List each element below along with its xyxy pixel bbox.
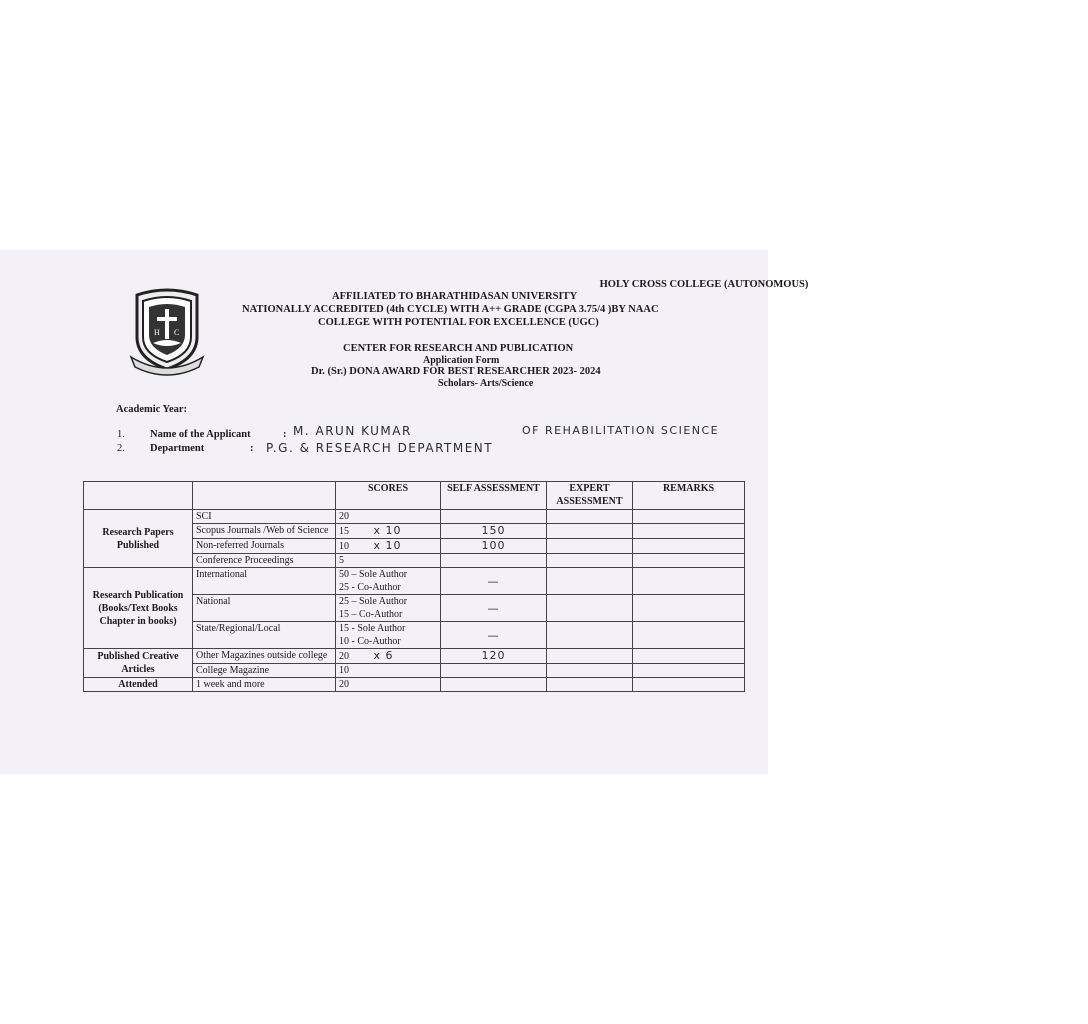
score-co: 15 – Co-Author bbox=[339, 609, 403, 620]
self-assessment-cell[interactable] bbox=[441, 554, 547, 568]
department-colon: : bbox=[250, 443, 254, 454]
college-name: HOLY CROSS COLLEGE (AUTONOMOUS) bbox=[599, 279, 809, 290]
table-header-row bbox=[84, 482, 745, 510]
self-assessment-cell[interactable]: — bbox=[441, 622, 547, 649]
remarks-cell[interactable] bbox=[633, 664, 745, 678]
self-assessment-cell[interactable] bbox=[441, 510, 547, 524]
score-cell bbox=[336, 649, 441, 664]
score-sole: 50 – Sole Author bbox=[339, 569, 408, 580]
academic-year-label: Academic Year: bbox=[116, 404, 188, 415]
svg-text:C: C bbox=[174, 328, 180, 337]
item-cell: SCI bbox=[193, 510, 336, 524]
expert-assessment-cell[interactable] bbox=[547, 622, 633, 649]
item-cell: College Magazine bbox=[193, 664, 336, 678]
multiplier: x 10 bbox=[373, 524, 402, 537]
remarks-cell[interactable] bbox=[633, 622, 745, 649]
table-header-expert: EXPERT ASSESSMENT bbox=[547, 482, 633, 510]
expert-assessment-cell[interactable] bbox=[547, 510, 633, 524]
score-cell bbox=[336, 622, 441, 649]
table-header bbox=[84, 482, 193, 510]
score-cell: 10 bbox=[336, 664, 441, 678]
score-table bbox=[83, 481, 745, 692]
remarks-cell[interactable] bbox=[633, 595, 745, 622]
item-cell: 1 week and more bbox=[193, 678, 336, 692]
category-research-papers: Research Papers Published bbox=[84, 510, 193, 568]
department-value-continued: OF REHABILITATION SCIENCE bbox=[522, 424, 720, 437]
table-row bbox=[84, 678, 745, 692]
score-co: 10 - Co-Author bbox=[339, 636, 401, 647]
score-cell: 20 bbox=[336, 510, 441, 524]
table-row bbox=[84, 649, 745, 664]
expert-assessment-cell[interactable] bbox=[547, 554, 633, 568]
scholars-line: Scholars- Arts/Science bbox=[438, 378, 534, 389]
score-cell bbox=[336, 568, 441, 595]
table-header-remarks: REMARKS bbox=[633, 482, 745, 510]
item-number: 2. bbox=[117, 443, 125, 454]
remarks-cell[interactable] bbox=[633, 568, 745, 595]
table-row bbox=[84, 510, 745, 524]
affiliation: AFFILIATED TO BHARATHIDASAN UNIVERSITY bbox=[332, 291, 578, 302]
item-cell: International bbox=[193, 568, 336, 595]
remarks-cell[interactable] bbox=[633, 524, 745, 539]
expert-assessment-cell[interactable] bbox=[547, 678, 633, 692]
item-cell: Other Magazines outside college bbox=[193, 649, 336, 664]
score-cell: 20 bbox=[336, 678, 441, 692]
center-title: CENTER FOR RESEARCH AND PUBLICATION bbox=[343, 343, 574, 354]
self-assessment-cell[interactable]: 100 bbox=[441, 539, 547, 554]
table-header-self: SELF ASSESSMENT bbox=[441, 482, 547, 510]
score-co: 25 - Co-Author bbox=[339, 582, 401, 593]
potential: COLLEGE WITH POTENTIAL FOR EXCELLENCE (UGC) bbox=[318, 317, 599, 328]
expert-assessment-cell[interactable] bbox=[547, 524, 633, 539]
table-header-scores: SCORES bbox=[336, 482, 441, 510]
department-label: Department bbox=[150, 443, 205, 454]
department-value: P.G. & RESEARCH DEPARTMENT bbox=[266, 441, 494, 455]
form-title: Application Form bbox=[423, 355, 500, 366]
score-cell bbox=[336, 539, 441, 554]
score-value: 15 bbox=[339, 526, 349, 537]
name-colon: : bbox=[283, 429, 287, 440]
table-row bbox=[84, 568, 745, 595]
college-crest-logo bbox=[127, 287, 207, 375]
self-assessment-cell[interactable]: — bbox=[441, 568, 547, 595]
item-cell: Non-referred Journals bbox=[193, 539, 336, 554]
table-header bbox=[193, 482, 336, 510]
self-assessment-cell[interactable]: 150 bbox=[441, 524, 547, 539]
multiplier: x 6 bbox=[373, 649, 394, 662]
self-assessment-cell[interactable] bbox=[441, 678, 547, 692]
score-sole: 25 – Sole Author bbox=[339, 596, 408, 607]
item-cell: Scopus Journals /Web of Science bbox=[193, 524, 336, 539]
expert-assessment-cell[interactable] bbox=[547, 568, 633, 595]
expert-assessment-cell[interactable] bbox=[547, 595, 633, 622]
score-cell: 5 bbox=[336, 554, 441, 568]
score-cell bbox=[336, 595, 441, 622]
self-assessment-cell[interactable]: — bbox=[441, 595, 547, 622]
award-title: Dr. (Sr.) DONA AWARD FOR BEST RESEARCHER 2023- 2024 bbox=[311, 366, 601, 377]
svg-text:H: H bbox=[154, 328, 160, 337]
score-sole: 15 - Sole Author bbox=[339, 623, 406, 634]
expert-assessment-cell[interactable] bbox=[547, 649, 633, 664]
category-creative-articles: Published Creative Articles bbox=[84, 649, 193, 678]
multiplier: x 10 bbox=[373, 539, 402, 552]
item-cell: State/Regional/Local bbox=[193, 622, 336, 649]
item-cell: Conference Proceedings bbox=[193, 554, 336, 568]
item-number: 1. bbox=[117, 429, 125, 440]
name-value: M. ARUN KUMAR bbox=[293, 424, 412, 438]
expert-assessment-cell[interactable] bbox=[547, 539, 633, 554]
expert-assessment-cell[interactable] bbox=[547, 664, 633, 678]
item-cell: National bbox=[193, 595, 336, 622]
self-assessment-cell[interactable]: 120 bbox=[441, 649, 547, 664]
name-label: Name of the Applicant bbox=[150, 429, 251, 440]
self-assessment-cell[interactable] bbox=[441, 664, 547, 678]
category-research-publication: Research Publication (Books/Text Books Chapter in books) bbox=[84, 568, 193, 649]
score-cell bbox=[336, 524, 441, 539]
score-value: 10 bbox=[339, 541, 349, 552]
accreditation: NATIONALLY ACCREDITED (4th CYCLE) WITH A++ GRADE (CGPA 3.75/4 )BY NAAC bbox=[242, 304, 659, 315]
remarks-cell[interactable] bbox=[633, 649, 745, 664]
remarks-cell[interactable] bbox=[633, 510, 745, 524]
score-value: 20 bbox=[339, 651, 349, 662]
remarks-cell[interactable] bbox=[633, 678, 745, 692]
category-attended: Attended bbox=[84, 678, 193, 692]
remarks-cell[interactable] bbox=[633, 539, 745, 554]
remarks-cell[interactable] bbox=[633, 554, 745, 568]
